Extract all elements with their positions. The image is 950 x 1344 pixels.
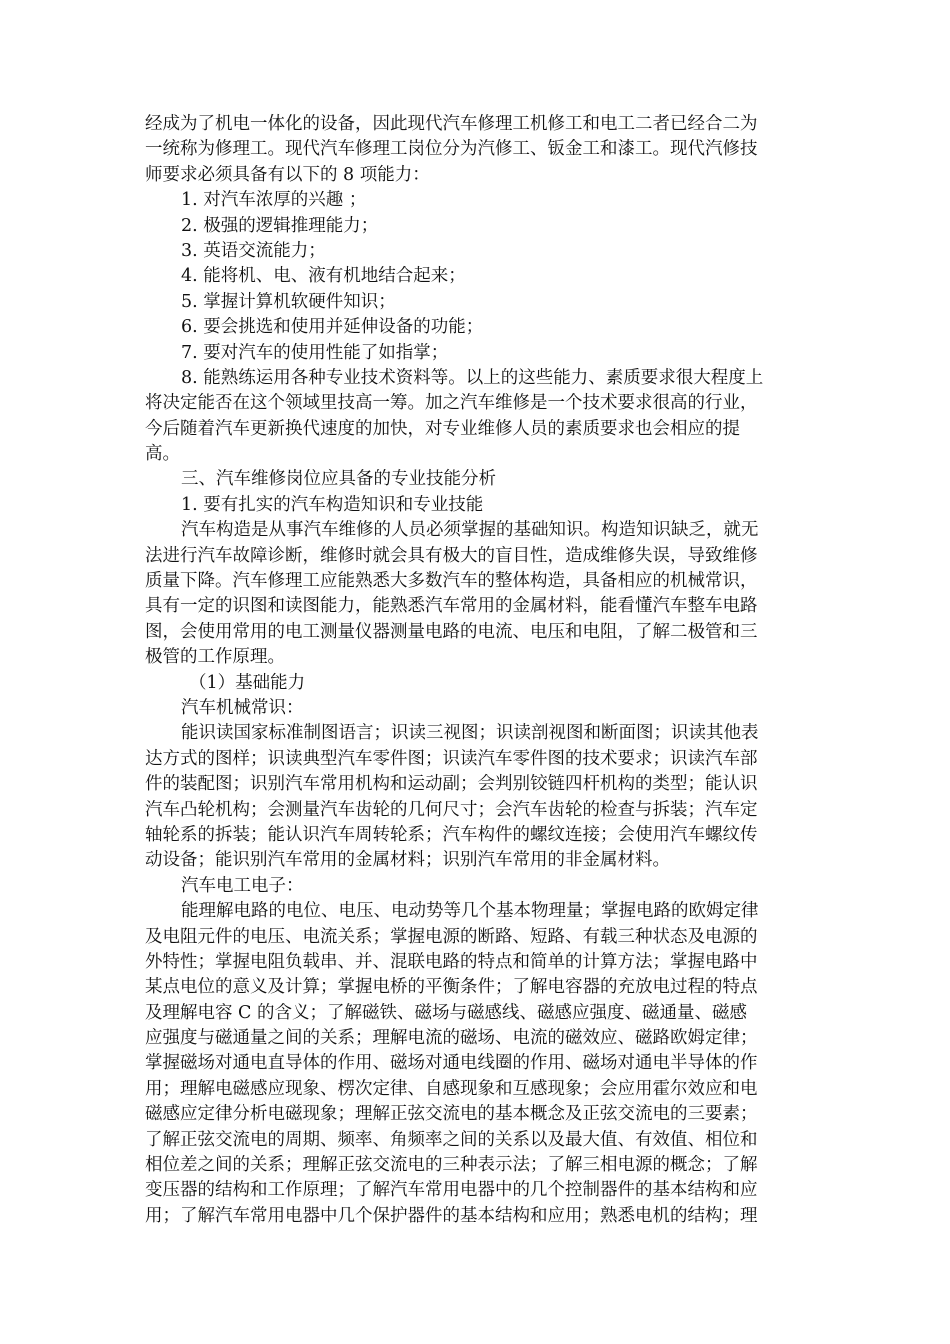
list-item: 3. 英语交流能力；: [181, 240, 326, 261]
text-line: 师要求必须具备有以下的 8 项能力：: [145, 164, 430, 185]
text-line: 高。: [145, 444, 180, 465]
mechanical-paragraph: [145, 721, 810, 873]
text-line: 能理解电路的电位、电压、电动势等几个基本物理量；掌握电路的欧姆定律: [181, 901, 759, 922]
ability-8-paragraph: [145, 366, 810, 468]
text-line: 具有一定的识图和读图能力，能熟悉汽车常用的金属材料，能看懂汽车整车电路: [145, 596, 758, 617]
text-line: 今后随着汽车更新换代速度的加快，对专业维修人员的素质要求也会相应的提: [145, 418, 740, 439]
text-line: 磁感应定律分析电磁现象；理解正弦交流电的基本概念及正弦交流电的三要素；: [145, 1104, 758, 1125]
text-line: 经成为了机电一体化的设备，因此现代汽车修理工机修工和电工二者已经合二为: [145, 114, 758, 134]
text-line: 掌握磁场对通电直导体的作用、磁场对通电线圈的作用、磁场对通电半导体的作: [145, 1053, 758, 1074]
text-line: 质量下降。汽车修理工应能熟悉大多数汽车的整体构造，具备相应的机械常识，: [145, 571, 758, 592]
list-item: 2. 极强的逻辑推理能力；: [181, 215, 379, 236]
text-line: 一统称为修理工。现代汽车修理工岗位分为汽修工、钣金工和漆工。现代汽修技: [145, 139, 758, 160]
text-line: 轴轮系的拆装；能认识汽车周转轮系；汽车构件的螺纹连接；会使用汽车螺纹传: [145, 824, 758, 845]
text-line: 应强度与磁通量之间的关系；理解电流的磁场、电流的磁效应、磁路欧姆定律；: [145, 1028, 758, 1049]
text-line: 汽车凸轮机构；会测量汽车齿轮的几何尺寸；会汽车齿轮的检查与拆装；汽车定: [145, 799, 758, 820]
text-line: 能识读国家标准制图语言；识读三视图；识读剖视图和断面图；识读其他表: [181, 723, 759, 744]
abilities-list: [145, 188, 810, 366]
basic-ability-label: （1）基础能力: [189, 672, 306, 693]
text-line: 极管的工作原理。: [145, 647, 285, 668]
electrical-label: 汽车电工电子：: [181, 875, 304, 896]
list-item: 4. 能将机、电、液有机地结合起来；: [181, 266, 466, 287]
subsection-heading: 1. 要有扎实的汽车构造知识和专业技能: [181, 494, 484, 515]
text-line: 相位差之间的关系；理解正弦交流电的三种表示法；了解三相电源的概念；了解: [145, 1155, 758, 1176]
text-line: 某点电位的意义及计算；掌握电桥的平衡条件；了解电容器的充放电过程的特点: [145, 977, 758, 998]
text-line: 动设备；能识别汽车常用的金属材料；识别汽车常用的非金属材料。: [145, 850, 670, 871]
text-line: 图，会使用常用的电工测量仪器测量电路的电流、电压和电阻，了解二极管和三: [145, 621, 758, 642]
text-line: 变压器的结构和工作原理；了解汽车常用电器中的几个控制器件的基本结构和应: [145, 1180, 758, 1201]
list-item: 1. 对汽车浓厚的兴趣 ；: [181, 190, 367, 211]
construction-paragraph: [145, 518, 810, 670]
section-heading: 三、汽车维修岗位应具备的专业技能分析: [181, 469, 496, 490]
electrical-paragraph: [145, 899, 810, 1229]
list-item: 5. 掌握计算机软硬件知识；: [181, 291, 396, 312]
text-line: 8. 能熟练运用各种专业技术资料等。以上的这些能力、素质要求很大程度上: [181, 367, 764, 388]
text-line: 及理解电容 C 的含义；了解磁铁、磁场与磁感线、磁感应强度、磁通量、磁感: [145, 1002, 748, 1023]
list-item: 7. 要对汽车的使用性能了如指掌；: [181, 342, 449, 363]
mechanical-label: 汽车机械常识：: [181, 697, 304, 718]
list-item: 6. 要会挑选和使用并延伸设备的功能；: [181, 317, 484, 338]
text-line: 将决定能否在这个领域里技高一筹。加之汽车维修是一个技术要求很高的行业，: [145, 393, 758, 414]
text-line: 汽车构造是从事汽车维修的人员必须掌握的基础知识。构造知识缺乏，就无: [181, 520, 759, 541]
text-line: 用；了解汽车常用电器中几个保护器件的基本结构和应用；熟悉电机的结构；理: [145, 1205, 758, 1226]
text-line: 外特性；掌握电阻负载串、并、混联电路的特点和简单的计算方法；掌握电路中: [145, 951, 758, 972]
text-line: 达方式的图样；识读典型汽车零件图；识读汽车零件图的技术要求；识读汽车部: [145, 748, 758, 769]
intro-paragraph: [145, 112, 810, 188]
text-line: 用；理解电磁感应现象、楞次定律、自感现象和互感现象；会应用霍尔效应和电: [145, 1078, 758, 1099]
document-page: [145, 112, 810, 1229]
text-line: 法进行汽车故障诊断，维修时就会具有极大的盲目性，造成维修失误，导致维修: [145, 545, 758, 566]
text-line: 了解正弦交流电的周期、频率、角频率之间的关系以及最大值、有效值、相位和: [145, 1129, 758, 1150]
text-line: 及电阻元件的电压、电流关系；掌握电源的断路、短路、有载三种状态及电源的: [145, 926, 758, 947]
text-line: 件的装配图；识别汽车常用机构和运动副；会判别铰链四杆机构的类型；能认识: [145, 774, 758, 795]
